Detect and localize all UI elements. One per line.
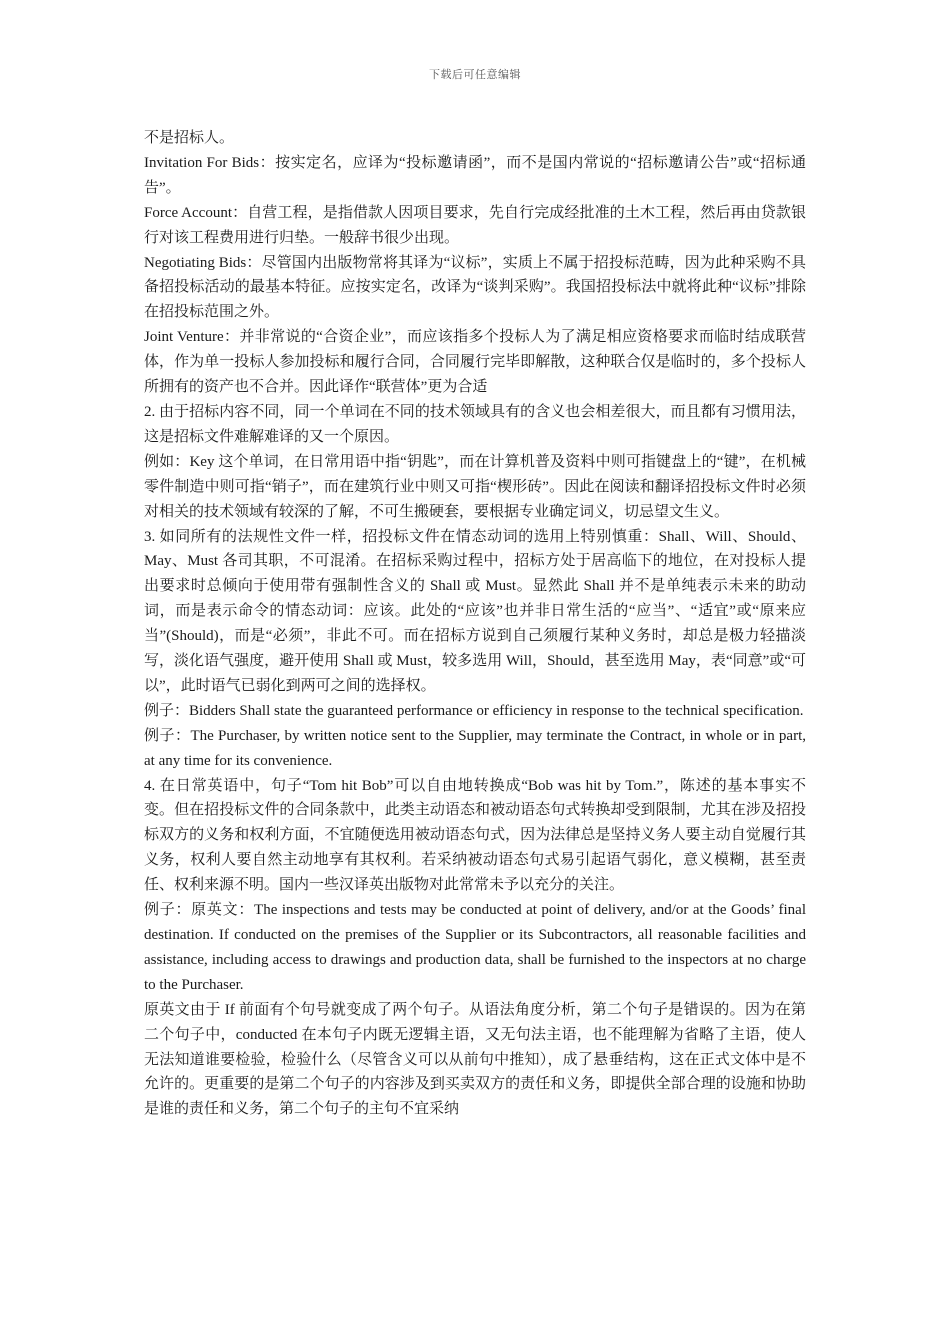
paragraph: 原英文由于 If 前面有个句号就变成了两个句子。从语法角度分析，第二个句子是错误的。因为在第二个句子中，conducted 在本句子内既无逻辑主语，又无句法主语，也不能理解为省略了主语，使人无法知道谁要检验，检验什么（尽管含义可以从前句中推知），成了悬垂结构，这在正式文体中是不允许的。更重要的是第二个句子的内容涉及到买卖双方的责任和义务，即提供全部合理的设施和协助是谁的责任和义务，第二个句子的主句不宜采纳 (144, 1001, 806, 1118)
paragraph: Force Account：自营工程，是指借款人因项目要求，先自行完成经批准的土木工程，然后再由贷款银行对该工程费用进行归垫。一般辞书很少出现。 (144, 204, 806, 246)
paragraph: 4. 在日常英语中，句子“Tom hit Bob”可以自由地转换成“Bob was hit by Tom.”，陈述的基本事实不变。但在招投标文件的合同条款中，此类主动语态和被动语态句式转换却受到限制，尤其在涉及招投标双方的义务和权利方面，不宜随便选用被动语态句式，因为法律总是坚持义务人要主动自觉履行其义务，权利人要自然主动地享有其权利。若采纳被动语态句式易引起语气弱化，意义模糊，甚至责任、权利来源不明。国内一些汉译英出版物对此常常未予以充分的关注。 (144, 777, 806, 894)
paragraph: Joint Venture：并非常说的“合资企业”，而应该指多个投标人为了满足相应资格要求而临时结成联营体，作为单一投标人参加投标和履行合同，合同履行完毕即解散，这种联合仅是临时的，多个投标人所拥有的资产也不合并。因此译作“联营体”更为合适 (144, 329, 806, 396)
paragraph: 3. 如同所有的法规性文件一样，招投标文件在情态动词的选用上特别慎重：Shall、Will、Should、May、Must 各司其职，不可混淆。在招标采购过程中，招标方处于居高临下的地位，在对投标人提出要求时总倾向于使用带有强制性含义的 Shall 或 Must。显然此 Shall 并不是单纯表示未来的助动词，而是表示命令的情态动词：应该。此处的“应该”也并非日常生活的“应当”、“适宜”或“原来应当”(Should)，而是“必须”，非此不可。而在招标方说到自己须履行某种义务时，却总是极力轻描淡写，淡化语气强度，避开使用 Shall 或 Must，较多选用 Will，Should，甚至选用 May，表“同意”或“可以”，此时语气已弱化到两可之间的选择权。 (144, 528, 806, 694)
paragraph: Invitation For Bids：按实定名，应译为“投标邀请函”，而不是国内常说的“招标邀请公告”或“招标通告”。 (144, 154, 806, 196)
paragraph: 例子：Bidders Shall state the guaranteed performance or efficiency in response to the technical specification. (144, 702, 804, 719)
document-body (144, 126, 806, 1122)
paragraph: 例子：原英文：The inspections and tests may be conducted at point of delivery, and/or at the Goods’ final destination. If conducted on the premises of the Supplier or its Subcontractors, all reasonable facilities and assistance, including access to drawings and production data, shall be furnished to the inspectors at no charge to the Purchaser. (144, 902, 806, 993)
paragraph: 2. 由于招标内容不同，同一个单词在不同的技术领域具有的含义也会相差很大，而且都有习惯用法，这是招标文件难解难译的又一个原因。 (144, 403, 806, 445)
paragraph: Negotiating Bids：尽管国内出版物常将其译为“议标”，实质上不属于招投标范畴，因为此种采购不具备招投标活动的最基本特征。应按实定名，改译为“谈判采购”。我国招投标法中就将此种“议标”排除在招投标范围之外。 (144, 254, 806, 321)
paragraph: 不是招标人。 (144, 130, 235, 146)
paragraph: 例子：The Purchaser, by written notice sent to the Supplier, may terminate the Contract, in whole or in part, at any time for its convenience. (144, 727, 806, 769)
page-header: 下载后可任意编辑 (429, 69, 521, 81)
paragraph: 例如：Key 这个单词，在日常用语中指“钥匙”，而在计算机普及资料中则可指键盘上的“键”，在机械零件制造中则可指“销子”，而在建筑行业中则又可指“楔形砖”。因此在阅读和翻译招投标文件时必须对相关的技术领域有较深的了解，不可生搬硬套，要根据专业确定词义，切忌望文生义。 (144, 453, 806, 520)
